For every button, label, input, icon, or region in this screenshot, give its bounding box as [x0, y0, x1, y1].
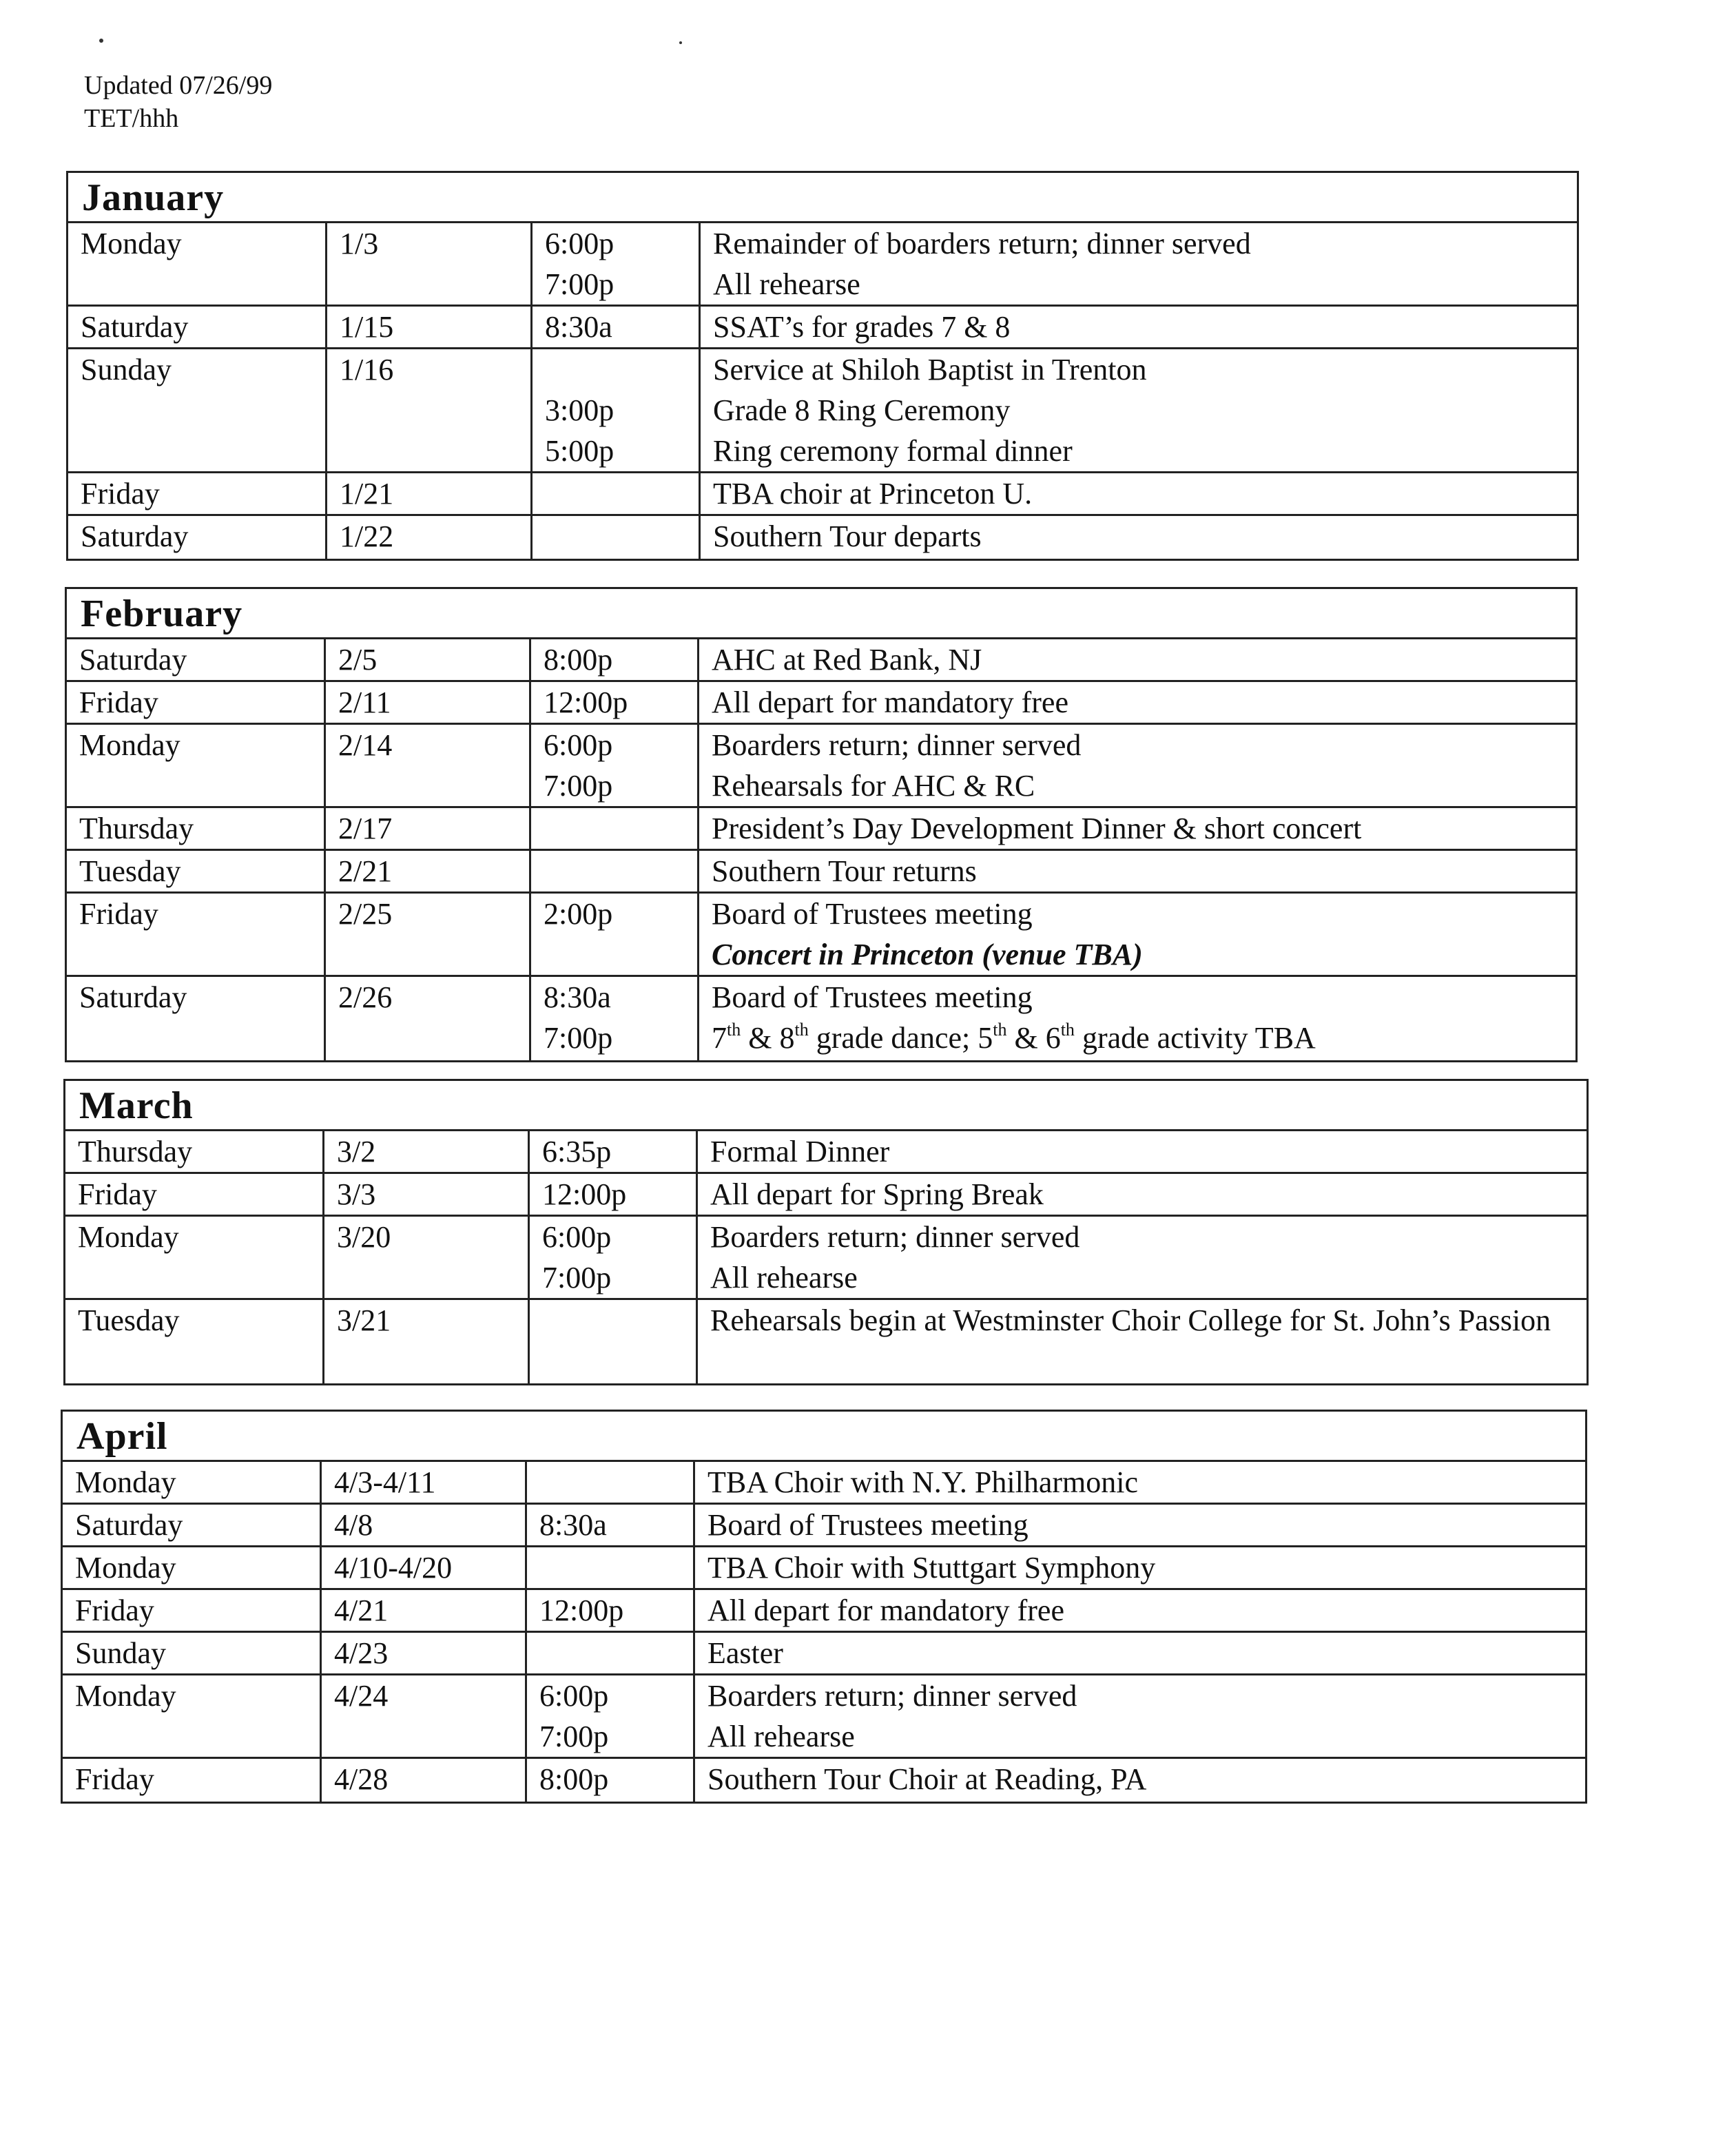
time-line: 3:00p [545, 393, 614, 427]
day-cell: Friday [67, 682, 326, 723]
month-table-february [65, 587, 1578, 1062]
schedule-row [68, 473, 1577, 516]
day-cell: Monday [65, 1217, 324, 1298]
schedule-row [68, 516, 1577, 559]
time-cell [527, 1505, 695, 1545]
event-line: TBA choir at Princeton U. [713, 477, 1033, 510]
event-line: All rehearse [710, 1261, 858, 1295]
event-line: Boarders return; dinner served [712, 728, 1082, 762]
schedule-row [67, 808, 1575, 851]
event-cell [698, 1174, 1587, 1215]
event-cell [698, 1217, 1587, 1298]
event-line: All rehearse [707, 1720, 855, 1753]
date-cell: 3/2 [324, 1131, 530, 1172]
date-cell: 3/20 [324, 1217, 530, 1298]
event-line: Formal Dinner [710, 1135, 890, 1168]
day-cell: Saturday [68, 307, 327, 347]
event-line: Concert in Princeton (venue TBA) [712, 938, 1143, 971]
event-cell [698, 1131, 1587, 1172]
event-cell [695, 1547, 1585, 1588]
date-cell: 2/14 [326, 725, 531, 806]
time-line: 7:00p [544, 769, 613, 803]
day-cell: Thursday [67, 808, 326, 849]
time-cell [531, 682, 699, 723]
date-cell: 4/3-4/11 [322, 1462, 527, 1503]
month-title: March [65, 1081, 1587, 1131]
event-line: AHC at Red Bank, NJ [712, 643, 982, 677]
event-cell [695, 1675, 1585, 1757]
time-cell [533, 307, 701, 347]
event-cell [695, 1590, 1585, 1631]
schedule-row [67, 682, 1575, 725]
event-line: President’s Day Development Dinner & short concert [712, 812, 1362, 845]
event-cell [699, 808, 1575, 849]
event-cell [695, 1462, 1585, 1503]
day-cell: Friday [65, 1174, 324, 1215]
event-line: 7th & 8th grade dance; 5th & 6th grade activity TBA [712, 1020, 1316, 1055]
day-cell: Saturday [67, 639, 326, 680]
time-cell [531, 851, 699, 891]
event-line: Southern Tour departs [713, 519, 982, 553]
event-line: Grade 8 Ring Ceremony [713, 393, 1011, 427]
event-line: All depart for mandatory free [707, 1593, 1064, 1627]
time-line: 6:00p [544, 728, 613, 762]
month-table-march [63, 1079, 1589, 1385]
schedule-row [67, 725, 1575, 808]
schedule-row [63, 1759, 1585, 1802]
time-cell [527, 1759, 695, 1802]
schedule-row [63, 1547, 1585, 1590]
time-line [539, 1462, 681, 1503]
event-line: All depart for Spring Break [710, 1177, 1044, 1211]
schedule-row [68, 307, 1577, 349]
day-cell: Monday [67, 725, 326, 806]
day-cell: Monday [68, 223, 327, 305]
schedule-row [65, 1217, 1587, 1300]
time-cell [530, 1131, 698, 1172]
event-line: Southern Tour returns [712, 854, 977, 888]
time-cell [533, 473, 701, 514]
time-cell [530, 1300, 698, 1383]
date-cell: 2/25 [326, 894, 531, 975]
schedule-row [63, 1505, 1585, 1547]
date-cell: 1/21 [327, 473, 533, 514]
date-cell: 4/10-4/20 [322, 1547, 527, 1588]
time-cell [531, 639, 699, 680]
event-line: Remainder of boarders return; dinner served [713, 227, 1251, 260]
time-line: 12:00p [544, 685, 628, 719]
time-line: 12:00p [539, 1593, 624, 1627]
time-line [539, 1633, 681, 1673]
event-cell [701, 349, 1577, 471]
time-line: 8:30a [539, 1508, 607, 1542]
event-line: Ring ceremony formal dinner [713, 434, 1073, 468]
time-cell [530, 1174, 698, 1215]
event-cell [695, 1505, 1585, 1545]
event-line: Service at Shiloh Baptist in Trenton [713, 353, 1147, 386]
time-line: 6:00p [545, 227, 614, 260]
day-cell: Friday [68, 473, 327, 514]
schedule-row [67, 639, 1575, 682]
time-line: 6:35p [542, 1135, 612, 1168]
day-cell: Friday [67, 894, 326, 975]
time-cell [530, 1217, 698, 1298]
time-line: 8:00p [539, 1762, 609, 1796]
month-title: January [68, 173, 1577, 223]
date-cell: 1/3 [327, 223, 533, 305]
time-line [545, 473, 686, 514]
day-cell: Sunday [68, 349, 327, 471]
schedule-row [65, 1131, 1587, 1174]
day-cell: Friday [63, 1759, 322, 1802]
date-cell: 4/23 [322, 1633, 527, 1673]
schedule-row [65, 1300, 1587, 1383]
time-line: 7:00p [545, 267, 614, 301]
scan-speck [679, 41, 682, 44]
date-cell: 2/17 [326, 808, 531, 849]
month-title: February [67, 589, 1575, 639]
day-cell: Monday [63, 1675, 322, 1757]
event-cell [701, 307, 1577, 347]
day-cell: Thursday [65, 1131, 324, 1172]
event-line: TBA Choir with Stuttgart Symphony [707, 1551, 1156, 1585]
event-cell [699, 682, 1575, 723]
event-cell [699, 639, 1575, 680]
event-line: Rehearsals begin at Westminster Choir College for St. John’s Passion [710, 1303, 1551, 1337]
updated-date: Updated 07/26/99 [84, 71, 273, 100]
event-line: Rehearsals for AHC & RC [712, 769, 1035, 803]
day-cell: Tuesday [67, 851, 326, 891]
time-line: 6:00p [542, 1220, 612, 1254]
time-cell [531, 894, 699, 975]
schedule-row [65, 1174, 1587, 1217]
time-line: 2:00p [544, 897, 613, 931]
month-title: April [63, 1412, 1585, 1462]
day-cell: Saturday [68, 516, 327, 559]
event-line: Boarders return; dinner served [710, 1220, 1080, 1254]
event-line: Board of Trustees meeting [712, 980, 1033, 1014]
time-line: 7:00p [544, 1021, 613, 1055]
time-line [544, 851, 685, 891]
time-line [539, 1547, 681, 1588]
schedule-row [67, 894, 1575, 977]
date-cell: 2/11 [326, 682, 531, 723]
time-line: 7:00p [539, 1720, 609, 1753]
date-cell: 4/24 [322, 1675, 527, 1757]
event-line: Easter [707, 1636, 783, 1670]
event-line: Southern Tour Choir at Reading, PA [707, 1762, 1147, 1796]
time-cell [531, 977, 699, 1060]
date-cell: 4/8 [322, 1505, 527, 1545]
document-header [84, 69, 272, 135]
day-cell: Friday [63, 1590, 322, 1631]
time-cell [531, 725, 699, 806]
date-cell: 1/22 [327, 516, 533, 559]
author-initials: TET/hhh [84, 104, 179, 133]
date-cell: 4/21 [322, 1590, 527, 1631]
date-cell: 4/28 [322, 1759, 527, 1802]
time-line: 8:30a [544, 980, 611, 1014]
time-cell [527, 1462, 695, 1503]
event-line: TBA Choir with N.Y. Philharmonic [707, 1465, 1138, 1499]
schedule-row [68, 223, 1577, 307]
time-line [544, 808, 685, 849]
date-cell: 2/21 [326, 851, 531, 891]
day-cell: Saturday [67, 977, 326, 1060]
time-line: 8:00p [544, 643, 613, 677]
day-cell: Monday [63, 1462, 322, 1503]
day-cell: Saturday [63, 1505, 322, 1545]
event-cell [695, 1633, 1585, 1673]
event-line: Boarders return; dinner served [707, 1679, 1077, 1713]
time-line [544, 934, 685, 975]
event-cell [701, 473, 1577, 514]
schedule-row [63, 1633, 1585, 1675]
event-line: Board of Trustees meeting [712, 897, 1033, 931]
time-cell [533, 349, 701, 471]
day-cell: Sunday [63, 1633, 322, 1673]
day-cell: Monday [63, 1547, 322, 1588]
day-cell: Tuesday [65, 1300, 324, 1383]
month-table-april [61, 1410, 1587, 1804]
event-line: All depart for mandatory free [712, 685, 1068, 719]
time-line [545, 349, 686, 390]
schedule-row [67, 851, 1575, 894]
event-line: All rehearse [713, 267, 860, 301]
event-cell [698, 1300, 1587, 1383]
schedule-row [63, 1675, 1585, 1759]
time-line: 6:00p [539, 1679, 609, 1713]
time-line [542, 1300, 683, 1341]
schedule-row [68, 349, 1577, 473]
event-cell [699, 725, 1575, 806]
schedule-row [63, 1590, 1585, 1633]
time-line: 12:00p [542, 1177, 627, 1211]
event-cell [701, 223, 1577, 305]
time-cell [533, 516, 701, 559]
event-cell [695, 1759, 1585, 1802]
time-line: 5:00p [545, 434, 614, 468]
time-cell [531, 808, 699, 849]
time-cell [527, 1633, 695, 1673]
event-cell [699, 851, 1575, 891]
date-cell: 3/3 [324, 1174, 530, 1215]
date-cell: 1/16 [327, 349, 533, 471]
time-cell [527, 1675, 695, 1757]
time-cell [527, 1547, 695, 1588]
time-cell [527, 1590, 695, 1631]
schedule-row [63, 1462, 1585, 1505]
time-line: 7:00p [542, 1261, 612, 1295]
date-cell: 1/15 [327, 307, 533, 347]
schedule-row [67, 977, 1575, 1060]
event-line: SSAT’s for grades 7 & 8 [713, 310, 1011, 344]
date-cell: 2/26 [326, 977, 531, 1060]
event-cell [699, 977, 1575, 1060]
time-line: 8:30a [545, 310, 612, 344]
event-cell [701, 516, 1577, 559]
time-cell [533, 223, 701, 305]
event-cell [699, 894, 1575, 975]
time-line [545, 516, 686, 557]
month-table-january [66, 171, 1579, 561]
scan-speck [99, 39, 103, 43]
date-cell: 2/5 [326, 639, 531, 680]
event-line: Board of Trustees meeting [707, 1508, 1029, 1542]
date-cell: 3/21 [324, 1300, 530, 1383]
